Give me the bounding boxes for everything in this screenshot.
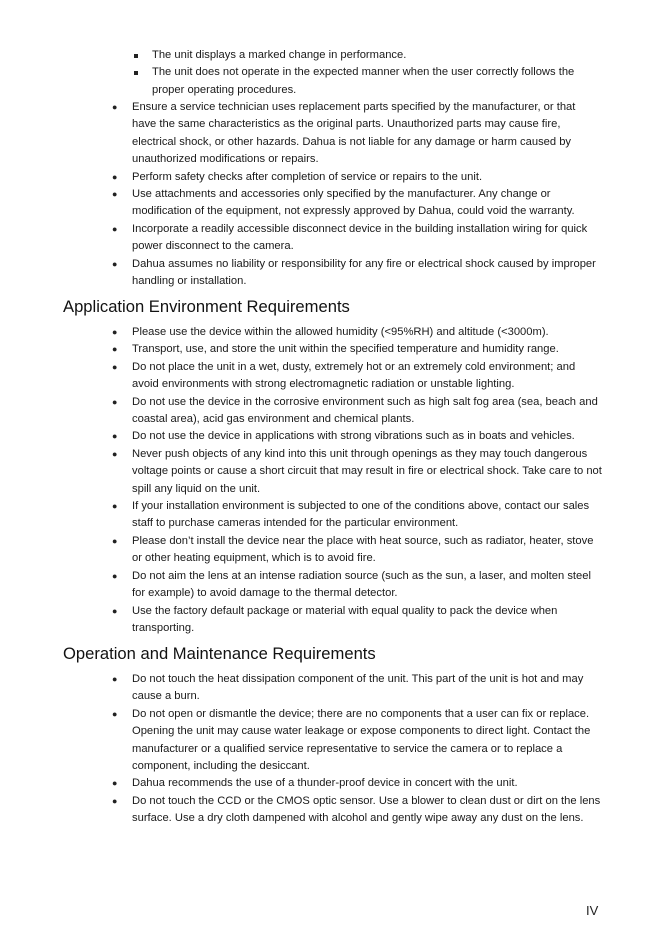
safety-bullet-list: [112, 99, 602, 290]
list-item: ● Do not use the device in the corrosive environment such as high salt fog area (sea, beach and coastal area), acid gas environment and chemical plants.: [112, 394, 602, 429]
list-item: ● Use the factory default package or material with equal quality to pack the device when transporting.: [112, 603, 602, 638]
sub-bullet-list: [132, 47, 602, 99]
page-number: IV: [586, 903, 599, 918]
list-item: ● Ensure a service technician uses replacement parts specified by the manufacturer, or that have the same characteristics as the original parts. Unauthorized parts may cause fire, electrical shock, or other hazards. Dahua is not liable for any damage or harm caused by unauthorized modifications or repairs.: [112, 99, 602, 169]
list-item: ● Please don’t install the device near the place with heat source, such as radiator, heater, stove or other heating equipment, which is to avoid fire.: [112, 533, 602, 568]
list-item: ● Do not aim the lens at an intense radiation source (such as the sun, a laser, and molten steel for example) to avoid damage to the thermal detector.: [112, 568, 602, 603]
section-heading-application-environment: Application Environment Requirements: [63, 297, 350, 316]
list-item: ● Do not open or dismantle the device; there are no components that a user can fix or replace. Opening the unit may cause water leakage or expose components to direct light. Contact the manufacturer or a qualified service representative to service the camera or to replace a component, including the desiccant.: [112, 706, 602, 776]
list-item: ● Perform safety checks after completion of service or repairs to the unit.: [112, 169, 602, 186]
list-item: ● Do not touch the heat dissipation component of the unit. This part of the unit is hot and may cause a burn.: [112, 671, 602, 706]
list-item: ● Dahua recommends the use of a thunder-proof device in concert with the unit.: [112, 775, 602, 792]
list-item: ● Never push objects of any kind into this unit through openings as they may touch dangerous voltage points or cause a short circuit that may result in fire or electrical shock. Take care to not spill any liquid on the unit.: [112, 446, 602, 498]
list-item: ● Do not place the unit in a wet, dusty, extremely hot or an extremely cold environment; and avoid environments with strong electromagnetic radiation or unstable lighting.: [112, 359, 602, 394]
list-item: The unit does not operate in the expected manner when the user correctly follows the proper operating procedures.: [132, 64, 602, 99]
list-item: ● Transport, use, and store the unit within the specified temperature and humidity range.: [112, 341, 602, 358]
list-item: ● Dahua assumes no liability or responsibility for any fire or electrical shock caused by improper handling or installation.: [112, 256, 602, 291]
application-environment-list: [112, 324, 602, 637]
list-item: The unit displays a marked change in performance.: [132, 47, 602, 64]
operation-maintenance-list: [112, 671, 602, 828]
list-item: ● Use attachments and accessories only specified by the manufacturer. Any change or modification of the equipment, not expressly approved by Dahua, could void the warranty.: [112, 186, 602, 221]
section-heading-operation-maintenance: Operation and Maintenance Requirements: [63, 644, 376, 663]
list-item: ● Do not use the device in applications with strong vibrations such as in boats and vehicles.: [112, 428, 602, 445]
list-item: ● Do not touch the CCD or the CMOS optic sensor. Use a blower to clean dust or dirt on the lens surface. Use a dry cloth dampened with alcohol and gently wipe away any dust on the lens.: [112, 793, 602, 828]
list-item: ● Incorporate a readily accessible disconnect device in the building installation wiring for quick power disconnect to the camera.: [112, 221, 602, 256]
list-item: ● Please use the device within the allowed humidity (<95%RH) and altitude (<3000m).: [112, 324, 602, 341]
list-item: ● If your installation environment is subjected to one of the conditions above, contact our sales staff to purchase cameras intended for the particular environment.: [112, 498, 602, 533]
